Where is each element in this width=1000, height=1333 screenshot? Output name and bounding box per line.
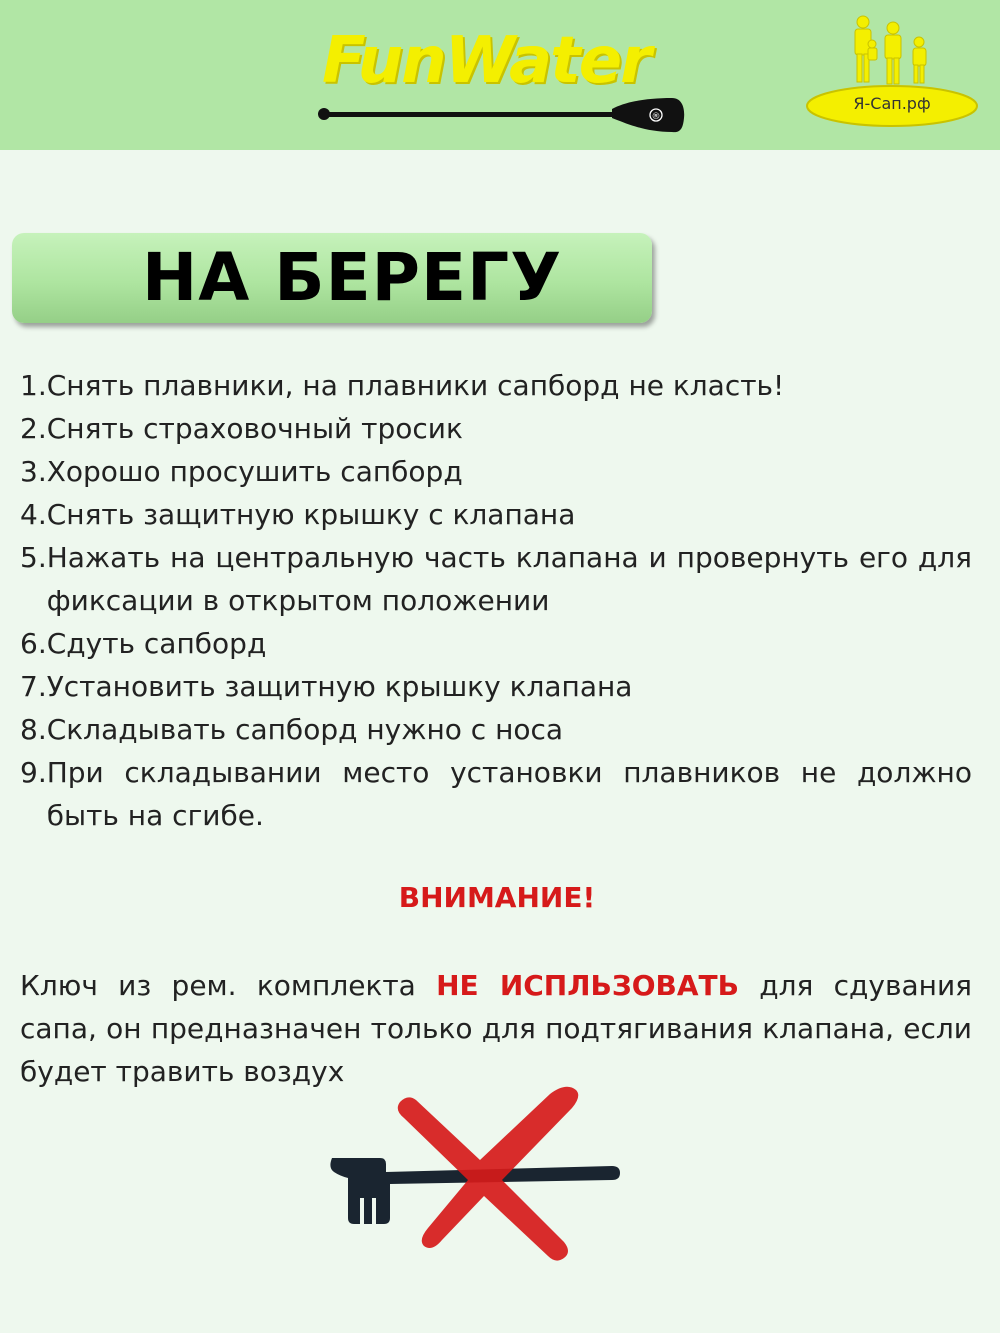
- step-number: 7.: [20, 670, 47, 703]
- step-text: Снять плавники, на плавники сапборд не класть!: [46, 369, 785, 402]
- list-item: [20, 536, 972, 622]
- step-number: 6.: [20, 627, 47, 660]
- step-text: Снять защитную крышку с клапана: [46, 498, 576, 531]
- attention-heading: ВНИМАНИЕ!: [398, 881, 596, 914]
- step-text: Установить защитную крышку клапана: [46, 670, 633, 703]
- step-number: 2.: [20, 412, 47, 445]
- partner-logo: [806, 6, 986, 131]
- step-number: 1.: [20, 369, 47, 402]
- trademark-mark: ®: [651, 112, 661, 122]
- brand-logo: [300, 18, 700, 143]
- step-number: 3.: [20, 455, 47, 488]
- list-item: [20, 751, 972, 837]
- page-title: НА БЕРЕГУ: [142, 239, 563, 316]
- step-text: Хорошо просушить сапборд: [46, 455, 463, 488]
- key-graphic: [320, 1080, 640, 1280]
- list-item: [20, 364, 972, 407]
- step-text: Складывать сапборд нужно с носа: [46, 713, 564, 746]
- step-text: Сдуть сапборд: [46, 627, 267, 660]
- brand-name: FunWater: [322, 24, 650, 98]
- step-text: При складывании место установки плавников не должно быть на сгибе.: [46, 756, 972, 832]
- steps-list: [20, 364, 972, 837]
- note-text-before: Ключ из рем. комплекта: [20, 969, 437, 1002]
- step-number: 5.: [20, 541, 47, 574]
- partner-label: Я-Сап.рф: [853, 94, 931, 113]
- step-number: 8.: [20, 713, 47, 746]
- note-warning-strong: НЕ ИСПЛЬЗОВАТЬ: [436, 969, 739, 1002]
- list-item: [20, 622, 972, 665]
- step-text: Нажать на центральную часть клапана и провернуть его для фиксации в открытом положении: [46, 541, 972, 617]
- header: [0, 0, 1000, 150]
- list-item: [20, 493, 972, 536]
- note-text-after: для сдувания сапа, он предназначен только для подтягивания клапана, если будет травить воздух: [20, 969, 972, 1088]
- list-item: [20, 665, 972, 708]
- list-item: [20, 450, 972, 493]
- step-number: 9.: [20, 756, 47, 789]
- step-number: 4.: [20, 498, 47, 531]
- paddle-icon: [300, 18, 700, 143]
- warning-note: [20, 964, 972, 1093]
- list-item: [20, 708, 972, 751]
- step-text: Снять страховочный тросик: [46, 412, 463, 445]
- list-item: [20, 407, 972, 450]
- title-banner: [12, 233, 652, 323]
